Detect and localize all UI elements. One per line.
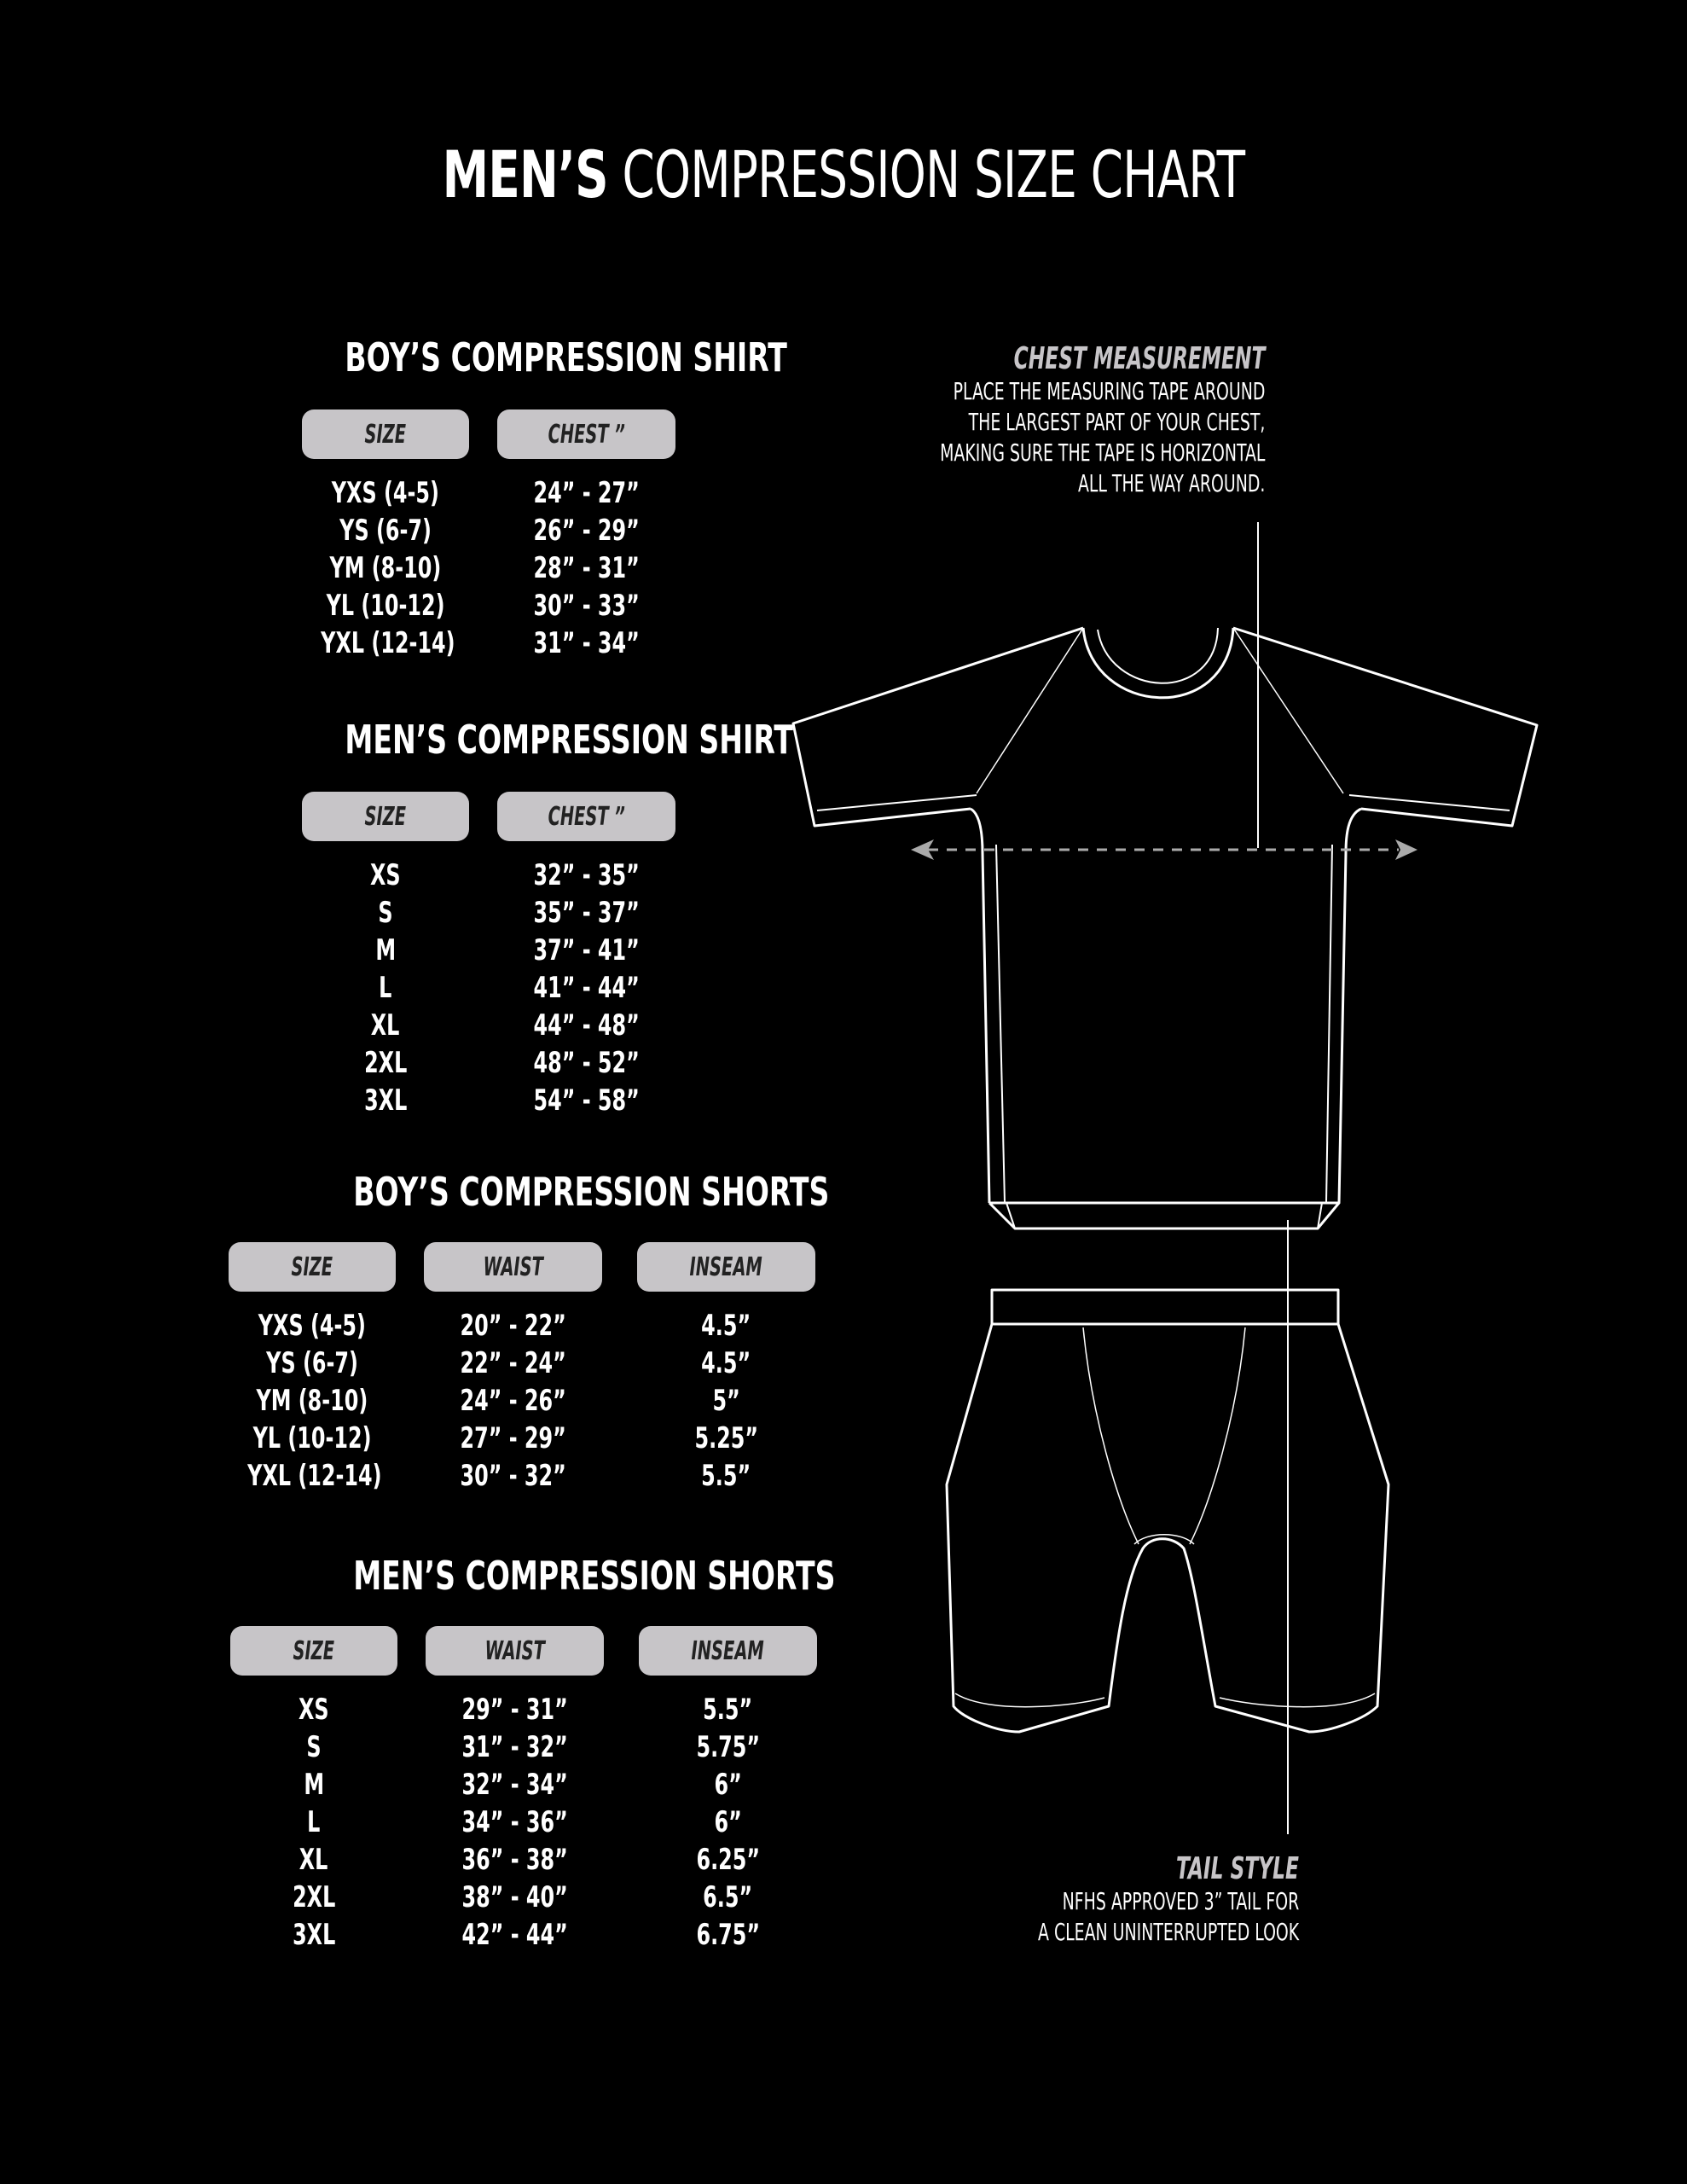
table-cell: YL (10-12) [252, 1421, 372, 1455]
mens-shorts-size-header: SIZE [230, 1626, 397, 1676]
table-cell: 31” - 32” [461, 1730, 568, 1764]
chest-note-line: ALL THE WAY AROUND. [1077, 469, 1265, 497]
table-cell: YXS (4-5) [258, 1309, 367, 1343]
table-cell: 6” [714, 1768, 742, 1802]
table-cell: 54” - 58” [533, 1083, 640, 1118]
mens-shorts-title: MEN’S COMPRESSION SHORTS [353, 1553, 836, 1599]
table-cell: XL [371, 1008, 400, 1043]
table-cell: 30” - 32” [460, 1459, 566, 1493]
tail-note-line: NFHS APPROVED 3” TAIL FOR [1062, 1887, 1299, 1915]
table-cell: 6.5” [703, 1880, 753, 1914]
table-cell: 30” - 33” [533, 589, 640, 623]
boys-shirt-chest-header: CHEST ” [497, 410, 675, 459]
chest-measurement-title: CHEST MEASUREMENT [1013, 341, 1265, 376]
table-cell: YS (6-7) [266, 1346, 358, 1380]
table-cell: 4.5” [701, 1309, 751, 1343]
boys-shorts-title: BOY’S COMPRESSION SHORTS [353, 1169, 830, 1215]
table-cell: 26” - 29” [533, 514, 640, 548]
table-cell: 24” - 27” [533, 476, 640, 510]
table-cell: XS [370, 858, 401, 892]
table-cell: 2XL [292, 1880, 336, 1914]
table-cell: 42” - 44” [461, 1918, 568, 1952]
table-cell: 41” - 44” [533, 971, 640, 1005]
table-cell: 27” - 29” [460, 1421, 566, 1455]
table-cell: 44” - 48” [533, 1008, 640, 1043]
table-cell: 32” - 35” [533, 858, 640, 892]
table-cell: XS [299, 1693, 329, 1727]
table-cell: YXL (12-14) [321, 626, 455, 660]
mens-shirt-title: MEN’S COMPRESSION SHIRT [345, 717, 793, 763]
table-cell: 29” - 31” [461, 1693, 568, 1727]
table-cell: 3XL [292, 1918, 336, 1952]
table-cell: 24” - 26” [460, 1384, 566, 1418]
table-cell: 35” - 37” [533, 896, 640, 930]
table-cell: 28” - 31” [533, 551, 640, 585]
table-cell: YM (8-10) [256, 1384, 368, 1418]
table-cell: YXL (12-14) [247, 1459, 382, 1493]
chest-note-line: PLACE THE MEASURING TAPE AROUND [953, 377, 1265, 405]
table-cell: 37” - 41” [533, 933, 640, 967]
table-cell: 6” [714, 1805, 742, 1839]
table-cell: M [375, 933, 396, 967]
table-cell: 5.5” [703, 1693, 753, 1727]
table-cell: YL (10-12) [326, 589, 445, 623]
mens-shirt-chest-header: CHEST ” [497, 792, 675, 841]
table-cell: 48” - 52” [533, 1046, 640, 1080]
table-cell: 22” - 24” [460, 1346, 566, 1380]
table-cell: 34” - 36” [461, 1805, 568, 1839]
boys-shorts-inseam-header: INSEAM [637, 1242, 815, 1292]
mens-shirt-size-header: SIZE [302, 792, 469, 841]
table-cell: 5” [712, 1384, 740, 1418]
table-cell: 6.25” [696, 1843, 760, 1877]
table-cell: S [378, 896, 393, 930]
table-cell: S [306, 1730, 322, 1764]
table-cell: M [304, 1768, 324, 1802]
table-cell: 20” - 22” [460, 1309, 566, 1343]
table-cell: 5.75” [696, 1730, 760, 1764]
table-cell: YS (6-7) [339, 514, 432, 548]
chest-note-line: MAKING SURE THE TAPE IS HORIZONTAL [939, 439, 1265, 467]
table-cell: XL [299, 1843, 328, 1877]
boys-shorts-size-header: SIZE [229, 1242, 396, 1292]
tail-style-title: TAIL STYLE [1176, 1851, 1299, 1886]
table-cell: 5.5” [701, 1459, 751, 1493]
table-cell: 6.75” [696, 1918, 760, 1952]
chest-note-line: THE LARGEST PART OF YOUR CHEST, [968, 408, 1265, 436]
table-cell: 5.25” [694, 1421, 758, 1455]
boys-shirt-size-header: SIZE [302, 410, 469, 459]
shorts-illustration [947, 1290, 1388, 1732]
title-light: COMPRESSION SIZE CHART [622, 136, 1245, 212]
table-cell: 38” - 40” [461, 1880, 568, 1914]
boys-shirt-title: BOY’S COMPRESSION SHIRT [345, 334, 787, 380]
boys-shorts-waist-header: WAIST [424, 1242, 602, 1292]
table-cell: YXS (4-5) [331, 476, 440, 510]
table-cell: 31” - 34” [533, 626, 640, 660]
table-cell: 3XL [363, 1083, 408, 1118]
table-cell: L [307, 1805, 321, 1839]
table-cell: 2XL [363, 1046, 408, 1080]
mens-shorts-inseam-header: INSEAM [639, 1626, 817, 1676]
table-cell: YM (8-10) [329, 551, 442, 585]
title-bold: MEN’S [442, 136, 608, 212]
shirt-illustration [793, 628, 1537, 1228]
mens-shorts-waist-header: WAIST [426, 1626, 604, 1676]
tail-note-line: A CLEAN UNINTERRUPTED LOOK [1037, 1918, 1299, 1946]
table-cell: L [379, 971, 392, 1005]
table-cell: 36” - 38” [461, 1843, 568, 1877]
table-cell: 32” - 34” [461, 1768, 568, 1802]
table-cell: 4.5” [701, 1346, 751, 1380]
